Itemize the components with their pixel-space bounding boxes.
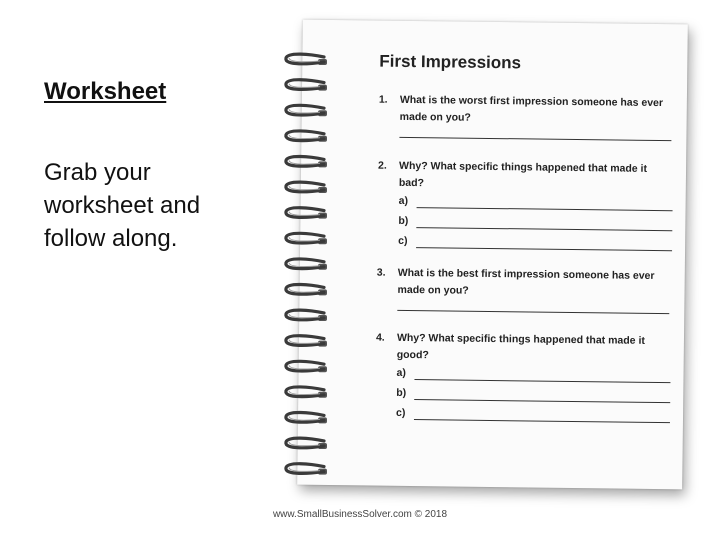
spiral-ring-icon [286, 131, 327, 142]
spiral-ring-icon [286, 157, 327, 168]
spiral-ring-icon [286, 413, 327, 424]
spiral-ring-icon [286, 336, 327, 347]
spiral-binding [280, 20, 340, 495]
answer-line [414, 419, 670, 423]
question-text: Why? What specific things happened that made it good? [396, 331, 645, 362]
answer-label-c: c) [398, 234, 408, 247]
answer-line [416, 247, 672, 251]
spiral-ring-icon [286, 233, 327, 244]
spiral-ring-icon [286, 310, 327, 321]
worksheet-notebook [280, 20, 710, 495]
question-4 [375, 330, 676, 362]
spiral-ring-icon [286, 54, 327, 65]
question-number: 3. [376, 266, 386, 279]
spiral-ring-icon [286, 105, 327, 116]
answer-label-a: a) [398, 194, 409, 207]
question-number: 2. [378, 159, 387, 172]
answer-line [416, 227, 672, 231]
spiral-ring-icon [286, 208, 327, 219]
worksheet-title: First Impressions [379, 51, 522, 73]
answer-label-b: b) [398, 214, 409, 227]
answer-line [414, 399, 670, 403]
answer-line [414, 379, 670, 383]
slide-body-text: Grab your worksheet and follow along. [44, 159, 201, 252]
spiral-ring-icon [286, 285, 327, 296]
answer-label-c: c) [395, 406, 406, 419]
worksheet-page [297, 20, 688, 490]
question-3 [376, 265, 677, 297]
question-text: What is the best first impression someone has ever made on you? [397, 266, 655, 297]
question-1 [378, 92, 679, 124]
spiral-ring-icon [286, 80, 327, 91]
answer-label-b: b) [396, 386, 407, 399]
spiral-ring-icon [286, 464, 327, 475]
question-2 [378, 158, 678, 190]
question-number: 4. [375, 331, 385, 344]
answer-line [417, 207, 673, 211]
question-text: Why? What specific things happened that made it bad? [398, 159, 648, 190]
question-text: What is the worst first impression someone has ever made on you? [399, 93, 664, 124]
question-number: 1. [378, 93, 388, 106]
slide-title: Worksheet [44, 78, 167, 105]
spiral-ring-icon [286, 361, 327, 372]
answer-label-a: a) [396, 366, 406, 379]
spiral-ring-icon [286, 387, 327, 398]
spiral-ring-icon [286, 438, 327, 449]
answer-line [397, 310, 669, 314]
spiral-ring-icon [286, 259, 327, 270]
answer-line [399, 137, 671, 141]
spiral-ring-icon [286, 182, 327, 193]
footer-credit: www.SmallBusinessSolver.com © 2018 [272, 509, 448, 520]
